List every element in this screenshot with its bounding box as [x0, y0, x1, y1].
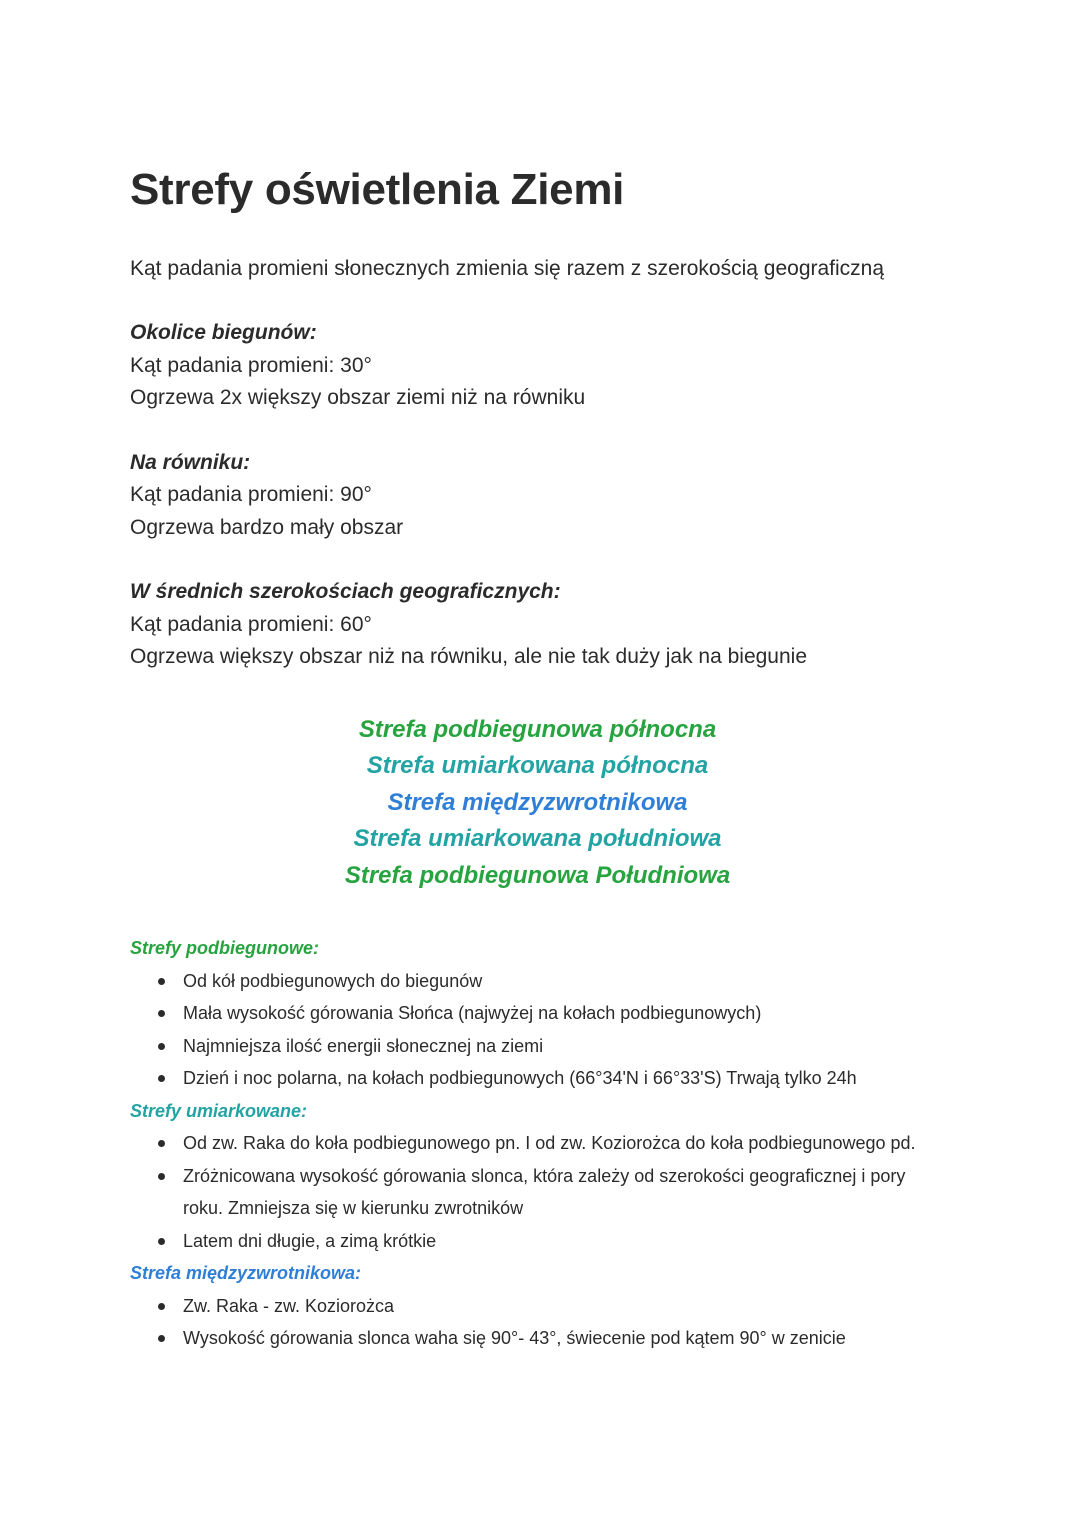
zone-label: Strefa umiarkowana południowa	[353, 825, 722, 852]
section-line: Kąt padania promieni: 90°	[130, 483, 372, 506]
list-item: Mała wysokość górowania Słońca (najwyżej na kołach podbiegunowych)	[183, 997, 950, 1030]
section-line: Ogrzewa bardzo mały obszar	[130, 515, 404, 539]
bullet-list	[130, 1290, 950, 1355]
detail-heading: Strefy podbiegunowe:	[130, 938, 319, 958]
list-item: Od zw. Raka do koła podbiegunowego pn. I od zw. Koziorożca do koła podbiegunowego pd.	[183, 1127, 950, 1160]
section-heading: Na równiku:	[130, 450, 251, 474]
detail-heading: Strefa międzyzwrotnikowa:	[130, 1263, 362, 1283]
detail-temperate	[130, 1095, 950, 1258]
section-heading: W średnich szerokościach geograficznych:	[130, 580, 561, 603]
section-equator	[130, 447, 950, 545]
zone-label: Strefa międzyzwrotnikowa	[387, 788, 688, 816]
list-item: Latem dni długie, a zimą krótkie	[183, 1225, 950, 1258]
section-line: Kąt padania promieni: 30°	[130, 353, 372, 377]
zone-label: Strefa podbiegunowa Południowa	[344, 861, 731, 889]
list-item: Od kół podbiegunowych do biegunów	[183, 965, 950, 998]
section-poles	[130, 317, 950, 415]
detail-polar	[130, 932, 950, 1095]
section-line: Ogrzewa większy obszar niż na równiku, ale nie tak duży jak na biegunie	[130, 645, 808, 668]
bullet-list	[130, 1127, 950, 1257]
bullet-list	[130, 965, 950, 1095]
section-line: Ogrzewa 2x większy obszar ziemi niż na równiku	[130, 386, 586, 409]
list-item: Wysokość górowania slonca waha się 90°- 43°, świecenie pod kątem 90° w zenicie	[183, 1322, 950, 1355]
intro-text: Kąt padania promieni słonecznych zmienia się razem z szerokością geograficzną	[130, 257, 885, 280]
detail-tropical	[130, 1257, 950, 1355]
list-item: Najmniejsza ilość energii słonecznej na ziemi	[183, 1030, 950, 1063]
zones-list	[130, 712, 945, 895]
section-line: Kąt padania promieni: 60°	[130, 612, 372, 636]
document-content	[130, 160, 950, 1355]
page-title: Strefy oświetlenia Ziemi	[130, 165, 625, 214]
zone-label: Strefa podbiegunowa północna	[358, 715, 717, 743]
detail-heading: Strefy umiarkowane:	[130, 1100, 308, 1121]
list-item: Dzień i noc polarna, na kołach podbiegunowych (66°34'N i 66°33'S) Trwają tylko 24h	[183, 1062, 950, 1095]
list-item: Zw. Raka - zw. Koziorożca	[183, 1290, 950, 1323]
section-mid-latitudes	[130, 576, 950, 674]
zone-label: Strefa umiarkowana północna	[366, 752, 709, 779]
zone-details	[130, 932, 950, 1355]
list-item: Zróżnicowana wysokość górowania slonca, która zależy od szerokości geograficznej i pory roku. Zmniejsza się w kierunku zwrotników	[183, 1160, 950, 1225]
section-heading: Okolice biegunów:	[130, 321, 317, 344]
